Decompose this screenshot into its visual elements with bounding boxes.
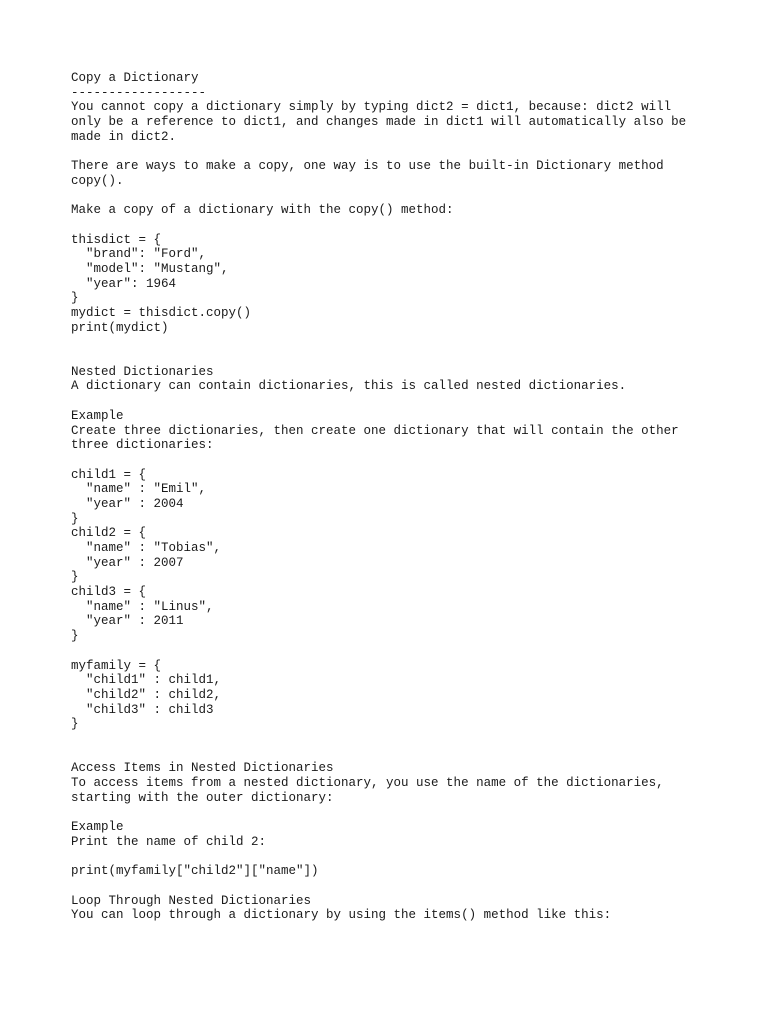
text-line: To access items from a nested dictionary, you use the name of the dictionaries, <box>71 776 664 790</box>
text-line <box>71 394 731 409</box>
text-line: child1 = { <box>71 467 147 482</box>
text-line: "child2" : child2, <box>71 687 222 702</box>
text-line: Create three dictionaries, then create one dictionary that will contain the other <box>71 423 679 438</box>
text-line: "name" : "Emil", <box>71 482 207 497</box>
text-line: } <box>71 717 79 732</box>
text-line <box>71 805 731 820</box>
text-line: "model": "Mustang", <box>71 261 229 276</box>
text-line: mydict = thisdict.copy() <box>71 306 252 320</box>
text-line: child3 = { <box>71 585 147 600</box>
text-line <box>71 189 731 204</box>
text-line: print(mydict) <box>71 320 169 335</box>
text-line <box>71 644 731 659</box>
text-line: myfamily = { <box>71 658 162 673</box>
text-line <box>71 218 731 233</box>
text-line: Nested Dictionaries <box>71 364 214 379</box>
text-line: You can loop through a dictionary by using the items() method like this: <box>71 908 612 923</box>
text-line: thisdict = { <box>71 232 162 247</box>
text-line: Access Items in Nested Dictionaries <box>71 761 334 776</box>
text-line <box>71 335 731 350</box>
text-line: "year" : 2004 <box>71 496 184 511</box>
text-line <box>71 732 731 747</box>
text-line: Loop Through Nested Dictionaries <box>71 893 312 908</box>
text-line <box>71 747 731 762</box>
text-line: "name" : "Tobias", <box>71 541 222 555</box>
text-line: "child3" : child3 <box>71 702 214 717</box>
text-line: } <box>71 291 79 306</box>
document-body <box>71 71 731 923</box>
text-line: starting with the outer dictionary: <box>71 790 334 805</box>
text-line: "year" : 2007 <box>71 555 184 570</box>
text-line: only be a reference to dict1, and changes made in dict1 will automatically also be <box>71 115 687 130</box>
text-line: Make a copy of a dictionary with the copy() method: <box>71 203 454 218</box>
text-line: } <box>71 511 79 526</box>
text-line: "brand": "Ford", <box>71 247 207 262</box>
text-line: three dictionaries: <box>71 438 214 453</box>
text-line: A dictionary can contain dictionaries, this is called nested dictionaries. <box>71 379 627 394</box>
text-line: "name" : "Linus", <box>71 599 214 614</box>
text-line: Copy a Dictionary <box>71 71 199 85</box>
text-line: You cannot copy a dictionary simply by typing dict2 = dict1, because: dict2 will <box>71 100 672 115</box>
text-line <box>71 350 731 365</box>
text-line: "child1" : child1, <box>71 673 222 688</box>
text-line: Example <box>71 820 124 835</box>
text-line <box>71 144 731 159</box>
text-line: copy(). <box>71 173 124 188</box>
text-line: Print the name of child 2: <box>71 834 267 849</box>
text-line: Example <box>71 408 124 423</box>
text-line: "year" : 2011 <box>71 614 184 629</box>
text-line: } <box>71 629 79 644</box>
text-line: print(myfamily["child2"]["name"]) <box>71 864 319 879</box>
text-line <box>71 453 731 468</box>
text-line <box>71 879 731 894</box>
text-line: child2 = { <box>71 526 147 541</box>
text-line <box>71 849 731 864</box>
text-line: ------------------ <box>71 85 207 100</box>
text-line: There are ways to make a copy, one way is to use the built-in Dictionary method <box>71 159 664 174</box>
text-line: "year": 1964 <box>71 276 177 291</box>
text-line: } <box>71 570 79 585</box>
text-line: made in dict2. <box>71 129 177 144</box>
